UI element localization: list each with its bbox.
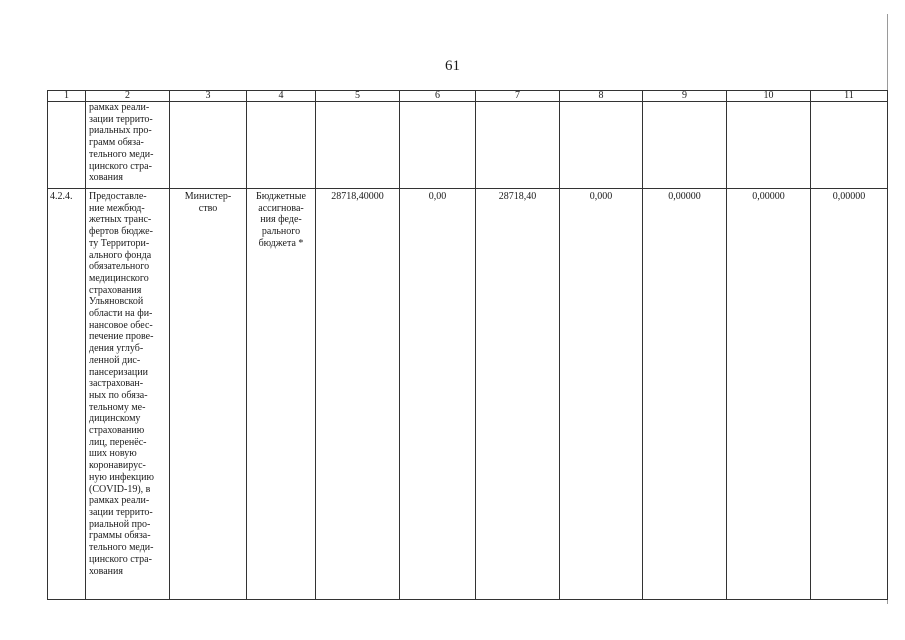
value-cell [727,102,811,189]
description-cell [86,102,170,189]
description-cell [86,189,170,600]
value-cell [400,102,476,189]
row-number-cell: 4.2.4. [48,189,86,600]
text-line: хования [89,172,123,184]
text-line: риальной про- [89,518,151,530]
text-line: области на фи- [89,308,153,320]
text-line: хования [89,565,123,577]
value-cell [643,102,727,189]
text-line: тельного меди- [89,148,154,160]
value-cell: 0,00000 [727,189,811,600]
column-number: 3 [170,91,247,102]
page-number: 61 [445,58,460,74]
column-number: 5 [316,91,400,102]
text-line: застрахован- [89,378,144,390]
text-line: фертов бюдже- [89,226,153,238]
column-number: 2 [86,91,170,102]
text-line: лиц, перенёс- [89,436,147,448]
funding-source-cell [247,189,316,600]
text-line: граммы обяза- [89,530,151,542]
text-line: грамм обяза- [89,137,144,149]
text-line: рального [261,226,301,238]
text-line: страхованию [89,425,145,437]
column-number: 1 [48,91,86,102]
text-line: бюджета * [258,237,304,249]
text-line: зации террито- [89,113,153,125]
column-number: 11 [811,91,888,102]
column-number: 7 [476,91,560,102]
total-value-cell: 28718,40000 [316,189,400,600]
text-line: ния феде- [260,214,302,226]
text-line: тельному ме- [89,401,146,413]
executor-cell [170,189,247,600]
column-number: 9 [643,91,727,102]
text-line: ство [198,202,218,214]
text-line: жетных транс- [89,214,152,226]
text-line: зации террито- [89,506,153,518]
column-number: 4 [247,91,316,102]
value-cell: 0,000 [560,189,643,600]
text-line: страхования [89,284,142,296]
budget-table [47,90,888,600]
text-line: ассигнова- [258,202,304,214]
text-line: ных по обяза- [89,389,148,401]
text-line: медицинского [89,272,149,284]
column-number: 6 [400,91,476,102]
text-line: тельного меди- [89,542,154,554]
column-number: 8 [560,91,643,102]
funding-source-cell [247,102,316,189]
text-line: рамках реали- [89,495,150,507]
text-line: рамках реали- [89,102,150,113]
text-line: (COVID-19), в [89,483,151,495]
text-line: ную инфекцию [89,471,154,483]
value-cell [316,102,400,189]
text-line: ту Территори- [89,237,150,249]
text-line: ших новую [89,448,137,460]
value-cell [811,102,888,189]
text-line: дицинскому [89,413,141,425]
value-cell [476,102,560,189]
text-line: Предоставле- [89,191,147,202]
table-row [48,102,888,189]
text-line: ние межбюд- [89,202,145,214]
text-line: пансеризации [89,366,148,378]
text-line: Бюджетные [256,191,306,202]
text-line: Министер- [184,191,232,202]
text-line: дения углуб- [89,343,144,355]
value-cell: 28718,40 [476,189,560,600]
text-line: Ульяновской [89,296,144,308]
value-cell: 0,00000 [811,189,888,600]
text-line: цинского стра- [89,160,152,172]
executor-cell [170,102,247,189]
column-number: 10 [727,91,811,102]
text-line: обязательного [89,261,150,273]
table-row [48,189,888,600]
text-line: ленной дис- [89,354,141,366]
value-cell [560,102,643,189]
text-line: риальных про- [89,125,152,137]
column-number-row [48,91,888,102]
value-cell: 0,00 [400,189,476,600]
text-line: ального фонда [89,249,152,261]
text-line: коронавирус- [89,460,146,472]
text-line: печение прове- [89,331,154,343]
text-line: нансовое обес- [89,319,153,331]
row-number-cell [48,102,86,189]
value-cell: 0,00000 [643,189,727,600]
text-line: цинского стра- [89,553,152,565]
